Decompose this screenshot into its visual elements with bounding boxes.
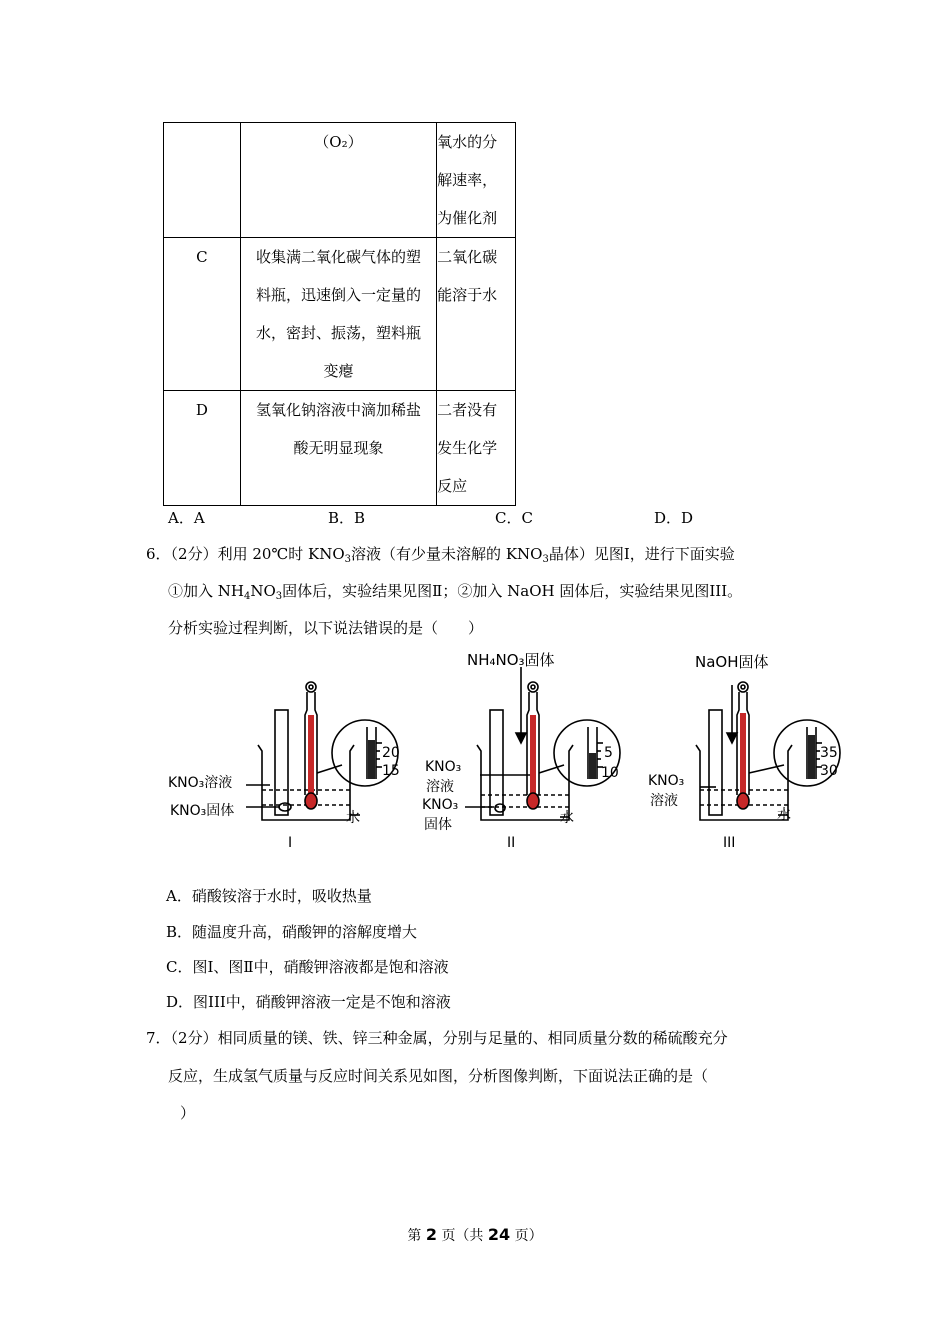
row-operation xyxy=(240,391,436,506)
experiment-table xyxy=(163,122,516,506)
row-label: C xyxy=(164,238,241,391)
figure-label: III xyxy=(723,835,736,851)
solid-label: 固体 xyxy=(424,817,452,833)
scale-tick: 30 xyxy=(820,763,838,779)
question-6-line-1: 6．（2分）利用 20℃时 $KNO_3$溶液（有少量未溶解的 $KNO_3$晶体）见图Ⅰ，进行下面实验 xyxy=(146,545,735,565)
question-points: （2分） xyxy=(170,545,218,563)
conclusion-line: 发生化学 xyxy=(437,439,498,457)
figure-label: II xyxy=(507,835,516,851)
scale-tick: 15 xyxy=(382,763,400,779)
question-text: 时 KNO xyxy=(288,545,345,563)
table-row xyxy=(164,391,516,506)
water-label: 水 xyxy=(777,807,791,823)
operation-line: （O₂） xyxy=(314,133,363,151)
footer-text: 页（共 xyxy=(441,1228,484,1244)
question-text: NO xyxy=(250,582,276,600)
conclusion-line: 反应 xyxy=(437,477,468,495)
conclusion-line: 二氧化碳 xyxy=(437,248,498,266)
question-6-line-3: 分析实验过程判断，以下说法错误的是（ ） xyxy=(168,619,484,637)
footer-text: 第 xyxy=(407,1228,422,1244)
page-footer xyxy=(0,1225,950,1245)
figure-1 xyxy=(246,682,398,820)
question-text: 固体后，实验结果见图Ⅱ；②加入 NaOH 固体后，实验结果见图III。 xyxy=(282,582,743,600)
row-operation xyxy=(240,238,436,391)
temperature: 20℃ xyxy=(252,545,289,563)
question-text: ①加入 NH xyxy=(168,582,244,600)
row-operation xyxy=(240,123,436,238)
q5-option-a: A．A xyxy=(168,509,205,527)
conclusion-line: 解速率， xyxy=(437,171,498,189)
scale-tick: 5 xyxy=(604,745,613,761)
q6-option-a: A．硝酸铵溶于水时，吸收热量 xyxy=(166,887,372,905)
scale-tick: 10 xyxy=(601,765,619,781)
added-label: NH₄NO₃固体 xyxy=(467,651,555,669)
table-row xyxy=(164,238,516,391)
q5-option-d: D．D xyxy=(654,509,694,527)
figure-3 xyxy=(696,682,840,820)
solution-label: KNO₃ xyxy=(648,773,685,789)
operation-line: 水，密封、振荡，塑料瓶 xyxy=(255,324,421,342)
solution-label: KNO₃溶液 xyxy=(168,775,233,791)
conclusion-line: 能溶于水 xyxy=(437,286,498,304)
question-text: 晶体）见图Ⅰ，进行下面实验 xyxy=(548,545,735,563)
solid-label: KNO₃固体 xyxy=(170,803,235,819)
row-label xyxy=(164,123,241,238)
conclusion-line: 二者没有 xyxy=(437,401,498,419)
q6-option-c: C．图Ⅰ、图Ⅱ中，硝酸钾溶液都是饱和溶液 xyxy=(166,958,449,976)
question-number: 6． xyxy=(146,545,171,563)
question-number: 7． xyxy=(146,1029,171,1047)
question-text: 溶液（有少量未溶解的 KNO xyxy=(351,545,543,563)
scale-tick: 20 xyxy=(382,745,400,761)
q5-option-b: B．B xyxy=(328,509,366,527)
operation-line: 酸无明显现象 xyxy=(293,439,384,457)
question-7-line-2: 反应，生成氢气质量与反应时间关系见如图，分析图像判断，下面说法正确的是（ xyxy=(168,1067,709,1085)
experiment-figure xyxy=(160,645,860,855)
footer-text: 页） xyxy=(514,1228,543,1244)
solid-label: KNO₃ xyxy=(422,797,459,813)
water-label: 水 xyxy=(346,810,360,826)
q5-option-c: C．C xyxy=(495,509,533,527)
scale-tick: 35 xyxy=(820,745,838,761)
row-label: D xyxy=(164,391,241,506)
water-label: 水 xyxy=(560,810,574,826)
conclusion-line: 为催化剂 xyxy=(437,209,498,227)
operation-line: 料瓶，迅速倒入一定量的 xyxy=(255,286,421,304)
page-number: 2 xyxy=(425,1225,437,1244)
question-6-line-2: ①加入 $NH_4NO_3$固体后，实验结果见图Ⅱ；②加入 NaOH 固体后，实验结果见图III。 xyxy=(168,582,743,602)
solution-label: 溶液 xyxy=(650,793,678,809)
figure-label: I xyxy=(288,835,293,851)
added-label: NaOH固体 xyxy=(695,653,769,671)
solution-label: KNO₃ xyxy=(425,759,462,775)
row-conclusion xyxy=(437,391,516,506)
row-conclusion xyxy=(437,238,516,391)
total-pages: 24 xyxy=(487,1225,511,1244)
q6-option-b: B．随温度升高，硝酸钾的溶解度增大 xyxy=(166,923,418,941)
question-7-line-3: ） xyxy=(180,1104,196,1122)
operation-line: 收集满二氧化碳气体的塑 xyxy=(255,248,421,266)
q6-option-d: D．图III中，硝酸钾溶液一定是不饱和溶液 xyxy=(166,993,451,1011)
question-7-line-1 xyxy=(146,1027,728,1049)
question-text: （2分）相同质量的镁、铁、锌三种金属，分别与足量的、相同质量分数的稀硫酸充分 xyxy=(170,1029,728,1047)
table-row xyxy=(164,123,516,238)
conclusion-line: 氧水的分 xyxy=(437,133,498,151)
figure-2 xyxy=(465,667,620,820)
solution-label: 溶液 xyxy=(426,779,454,795)
operation-line: 变瘪 xyxy=(323,362,354,380)
operation-line: 氢氧化钠溶液中滴加稀盐 xyxy=(255,401,421,419)
question-text: 利用 xyxy=(217,545,248,563)
row-conclusion xyxy=(437,123,516,238)
